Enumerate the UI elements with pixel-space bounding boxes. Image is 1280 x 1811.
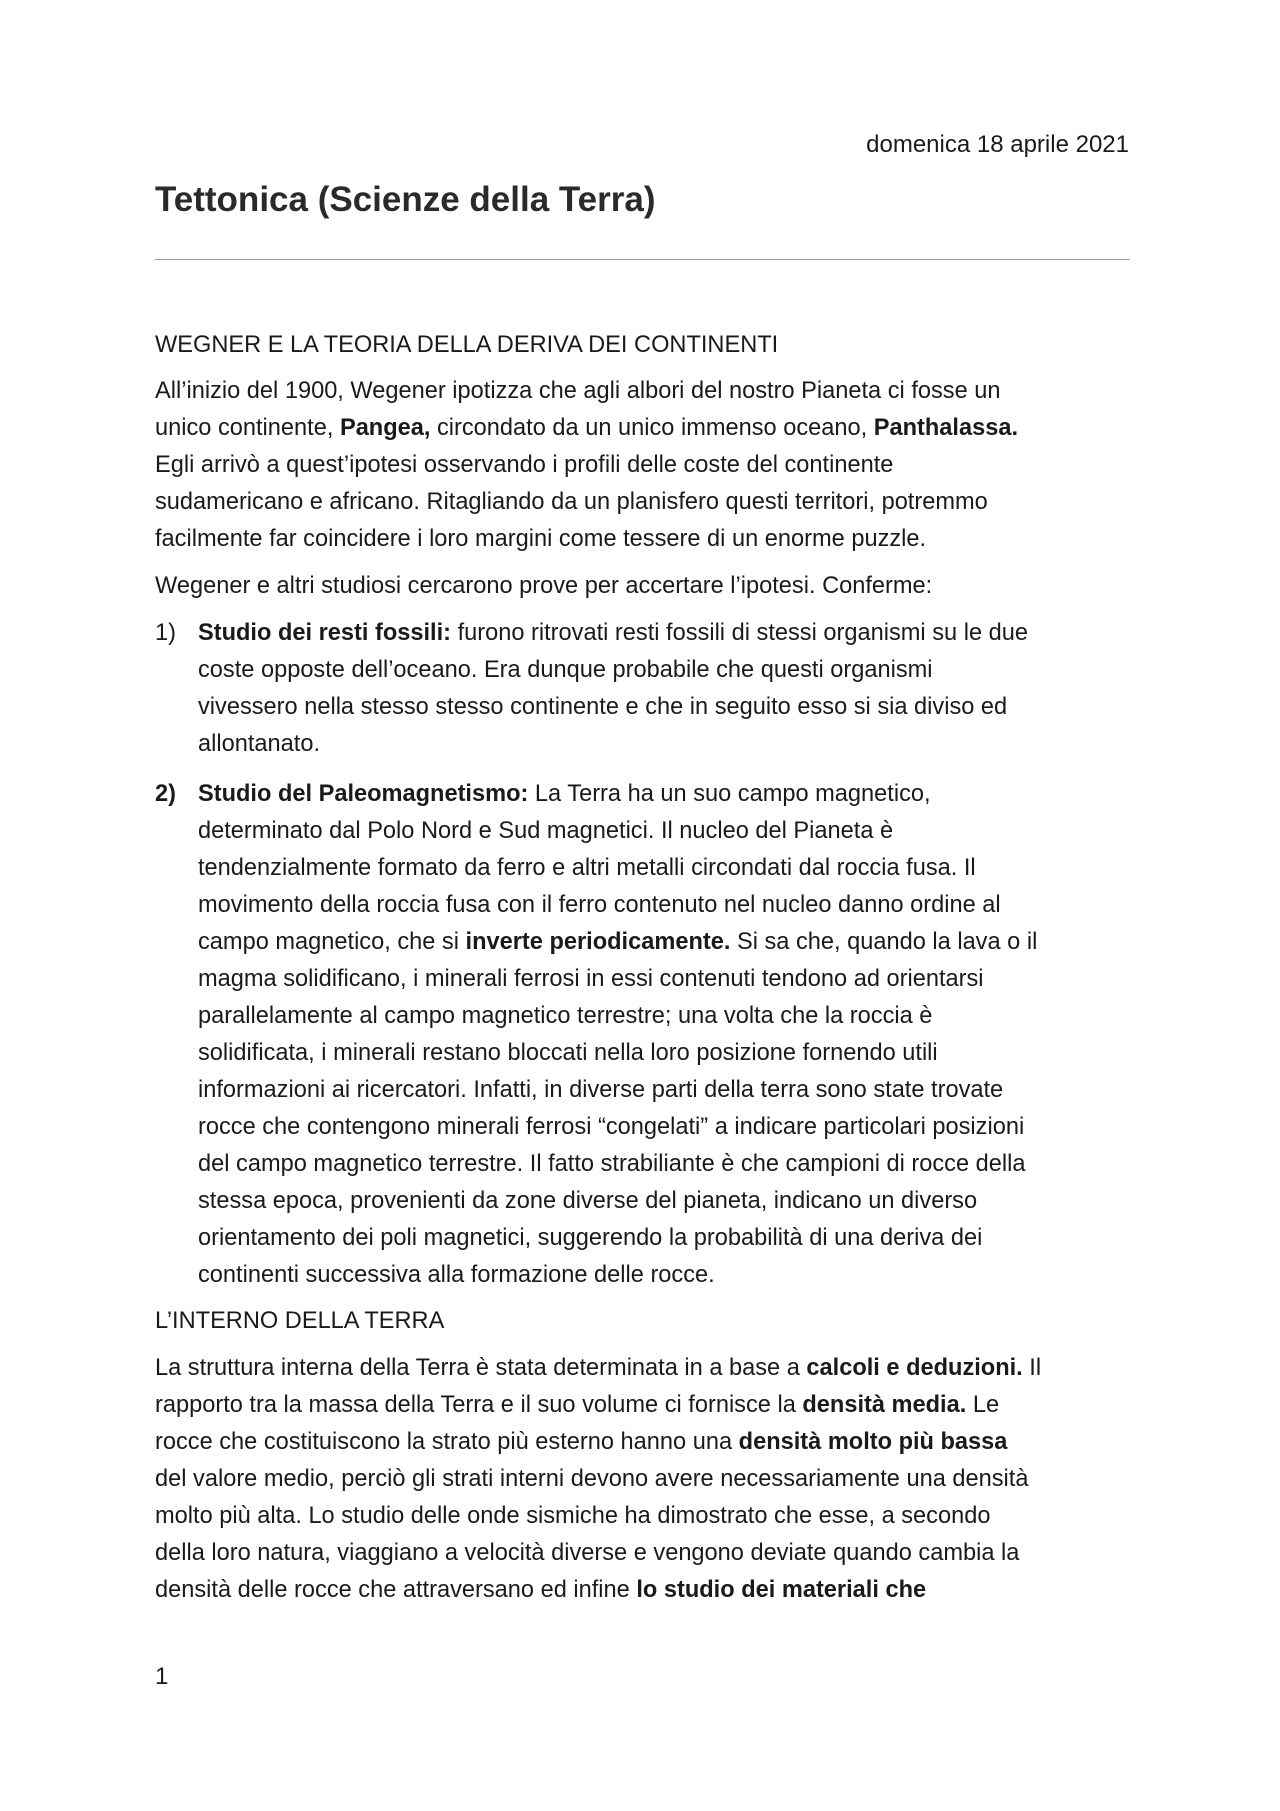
text-line: stessa epoca, provenienti da zone diverse del pianeta, indicano un diverso — [198, 1188, 978, 1214]
text-line — [198, 776, 1130, 813]
text-run: Il — [1022, 1355, 1042, 1381]
title-divider — [155, 259, 1130, 260]
term-pangea: Pangea, — [339, 415, 431, 441]
text-line — [155, 1424, 1130, 1461]
text-run: rocce che costituiscono la strato più esterno hanno una — [155, 1429, 739, 1455]
document-date: domenica 18 aprile 2021 — [866, 131, 1129, 158]
paragraph-conferme — [155, 568, 1130, 605]
text-line: Egli arrivò a quest’ipotesi osservando i profili delle coste del continente — [155, 452, 894, 478]
text-line — [198, 615, 1130, 652]
term-calcoli-deduzioni: calcoli e deduzioni. — [806, 1355, 1023, 1381]
page-number: 1 — [155, 1663, 169, 1690]
text-run: densità delle rocce che attraversano ed infine — [155, 1577, 637, 1603]
term-inverte-periodicamente: inverte periodicamente. — [465, 929, 731, 955]
section-heading-wegener: WEGNER E LA TEORIA DELLA DERIVA DEI CONTINENTI — [155, 332, 779, 358]
text-line: facilmente far coincidere i loro margini come tessere di un enorme puzzle. — [155, 526, 927, 552]
text-line: tendenzialmente formato da ferro e altri metalli circondati dal roccia fusa. Il — [198, 855, 976, 881]
text-line: allontanato. — [198, 731, 321, 757]
text-run: circondato da un unico immenso oceano, — [430, 415, 874, 441]
text-line: Wegener e altri studiosi cercarono prove per accertare l’ipotesi. Conferme: — [155, 573, 933, 599]
text-line — [198, 924, 1130, 961]
text-run: unico continente, — [155, 415, 340, 441]
text-line — [155, 1572, 1130, 1609]
text-line: movimento della roccia fusa con il ferro contenuto nel nucleo danno ordine al — [198, 892, 1001, 918]
text-run: Le — [966, 1392, 1000, 1418]
text-run: La Terra ha un suo campo magnetico, — [528, 781, 931, 807]
text-line: solidificata, i minerali restano bloccati nella loro posizione fornendo utili — [198, 1040, 938, 1066]
text-line: molto più alta. Lo studio delle onde sismiche ha dimostrato che esse, a secondo — [155, 1503, 991, 1529]
list-number: 1) — [155, 620, 176, 646]
text-line: parallelamente al campo magnetico terrestre; una volta che la roccia è — [198, 1003, 933, 1029]
text-run: campo magnetico, che si — [198, 929, 466, 955]
document-body — [155, 327, 1130, 1609]
text-line: del campo magnetico terrestre. Il fatto strabiliante è che campioni di rocce della — [198, 1151, 1026, 1177]
term-densita-bassa: densità molto più bassa — [738, 1429, 1008, 1455]
text-run: Si sa che, quando la lava o il — [730, 929, 1038, 955]
text-run: rapporto tra la massa della Terra e il suo volume ci fornisce la — [155, 1392, 803, 1418]
section-heading-interno-terra: L’INTERNO DELLA TERRA — [155, 1308, 445, 1334]
text-line — [155, 1350, 1130, 1387]
text-line: rocce che contengono minerali ferrosi “congelati” a indicare particolari posizioni — [198, 1114, 1025, 1140]
text-line: All’inizio del 1900, Wegener ipotizza che agli albori del nostro Pianeta ci fosse un — [155, 378, 1001, 404]
text-run: furono ritrovati resti fossili di stessi organismi su le due — [451, 620, 1028, 646]
paragraph-wegener-intro — [155, 373, 1130, 558]
term-densita-media: densità media. — [802, 1392, 967, 1418]
term-paleomagnetismo: Studio del Paleomagnetismo: — [198, 781, 529, 807]
text-line: informazioni ai ricercatori. Infatti, in diverse parti della terra sono state trovate — [198, 1077, 1004, 1103]
evidence-list — [155, 615, 1130, 1294]
list-number: 2) — [155, 781, 176, 807]
text-line — [155, 410, 1130, 447]
term-fossili: Studio dei resti fossili: — [198, 620, 452, 646]
text-line: determinato dal Polo Nord e Sud magnetici. Il nucleo del Pianeta è — [198, 818, 894, 844]
paragraph-interno-terra — [155, 1350, 1130, 1609]
text-line — [155, 1387, 1130, 1424]
text-run: La struttura interna della Terra è stata determinata in a base a — [155, 1355, 807, 1381]
text-line: continenti successiva alla formazione delle rocce. — [198, 1262, 715, 1288]
term-panthalassa: Panthalassa. — [873, 415, 1019, 441]
text-line: orientamento dei poli magnetici, suggerendo la probabilità di una deriva dei — [198, 1225, 983, 1251]
text-line: magma solidificano, i minerali ferrosi in essi contenuti tendono ad orientarsi — [198, 966, 984, 992]
text-line: coste opposte dell’oceano. Era dunque probabile che questi organismi — [198, 657, 933, 683]
term-studio-materiali: lo studio dei materiali che — [636, 1577, 927, 1603]
text-line: vivessero nella stesso stesso continente e che in seguito esso si sia diviso ed — [198, 694, 1008, 720]
list-item-fossili — [155, 615, 1130, 763]
document-title: Tettonica (Scienze della Terra) — [155, 180, 656, 219]
text-line: della loro natura, viaggiano a velocità diverse e vengono deviate quando cambia la — [155, 1540, 1020, 1566]
text-line: del valore medio, perciò gli strati interni devono avere necessariamente una densità — [155, 1466, 1029, 1492]
list-item-paleomagnetismo — [155, 776, 1130, 1294]
text-line: sudamericano e africano. Ritagliando da un planisfero questi territori, potremmo — [155, 489, 988, 515]
